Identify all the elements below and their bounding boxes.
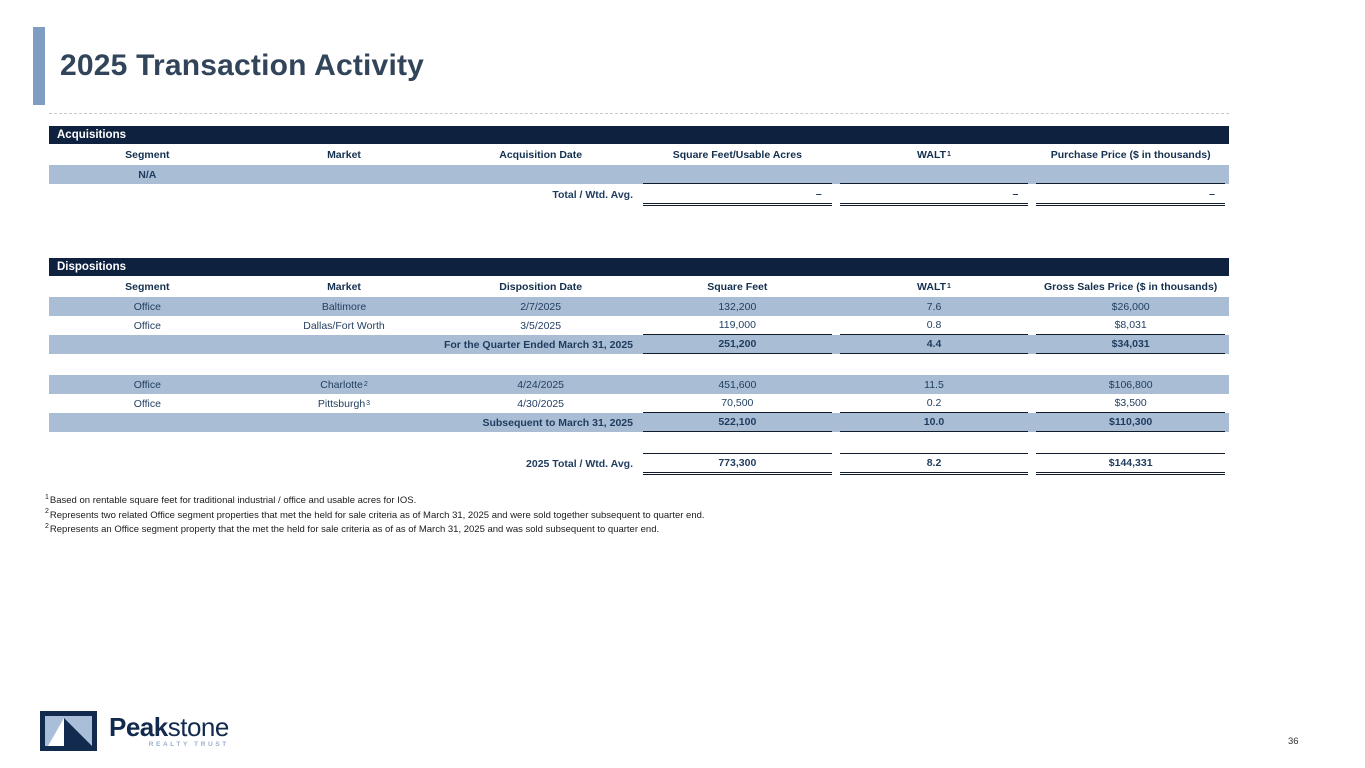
title-block — [33, 27, 424, 105]
disposition-row-charlotte — [49, 375, 1229, 394]
title-accent-bar — [33, 27, 45, 105]
cell-sqft: 132,200 — [718, 300, 757, 313]
acquisitions-header-row — [49, 144, 1229, 165]
title-divider — [49, 113, 1229, 114]
column-header-square-feet: Square Feet/Usable Acres — [672, 148, 802, 161]
subtotal-label: Subsequent to March 31, 2025 — [482, 416, 633, 429]
acquisitions-total-row — [49, 184, 1229, 206]
row-spacer — [49, 354, 1229, 375]
walt-label: WALT — [917, 148, 947, 161]
footnote-1 — [44, 494, 705, 509]
cell-sqft: 451,600 — [718, 378, 757, 391]
footnote-marker: 1 — [45, 493, 49, 501]
column-header-segment: Segment — [125, 280, 170, 293]
footnote-2 — [44, 509, 705, 524]
page-number: 36 — [1288, 736, 1299, 747]
footnote-3 — [44, 523, 705, 538]
footnote-marker: 2 — [45, 522, 49, 530]
cell-date: 2/7/2025 — [520, 300, 562, 313]
logo-wordmark — [109, 714, 229, 740]
cell-price: $26,000 — [1111, 300, 1150, 313]
logo-text — [109, 711, 229, 748]
total-price: – — [1036, 184, 1225, 206]
subtotal-price: $110,300 — [1036, 413, 1225, 432]
disposition-row-dallas — [49, 316, 1229, 335]
total-row-label: Total / Wtd. Avg. — [552, 189, 633, 201]
total-walt: – — [840, 184, 1029, 206]
page-title: 2025 Transaction Activity — [60, 49, 425, 82]
cell-price: $106,800 — [1108, 378, 1153, 391]
peakstone-logo-mark-icon — [40, 711, 97, 751]
dispositions-header-row — [49, 276, 1229, 297]
acquisitions-table — [49, 126, 1229, 206]
cell-segment: Office — [133, 397, 161, 410]
column-header-walt: WALT 1 — [917, 148, 951, 161]
cell-walt — [840, 165, 1029, 184]
cell-price: $8,031 — [1036, 316, 1225, 335]
disposition-row-pittsburgh — [49, 394, 1229, 413]
cell-market: Baltimore — [321, 300, 367, 313]
footnote-text: Represents an Office segment property that the met the held for sale criteria as of as of March 31, 2025 and was sold subsequent to quarter end. — [49, 524, 660, 535]
subtotal-label: For the Quarter Ended March 31, 2025 — [443, 338, 633, 351]
total-price: $144,331 — [1036, 453, 1225, 475]
column-header-disposition-date: Disposition Date — [499, 280, 583, 293]
dispositions-section-header: Dispositions — [49, 258, 1229, 276]
cell-segment: Office — [133, 319, 161, 332]
footnote-text: Represents two related Office segment properties that met the held for sale criteria as of March 31, 2025 and were sold together subsequent to quarter end. — [49, 509, 705, 521]
footnote-text: Based on rentable square feet for traditional industrial / office and usable acres for IOS. — [49, 495, 417, 506]
cell-date: 3/5/2025 — [520, 319, 562, 332]
cell-walt: 0.8 — [840, 316, 1029, 335]
cell-market: Pittsburgh 3 — [317, 397, 371, 410]
row-spacer — [49, 432, 1229, 453]
cell-walt: 7.6 — [926, 300, 942, 313]
total-walt: 8.2 — [840, 453, 1029, 475]
q1-subtotal-row — [49, 335, 1229, 354]
cell-walt: 0.2 — [840, 394, 1029, 413]
column-header-purchase-price: Purchase Price ($ in thousands) — [1050, 148, 1211, 161]
cell-segment: Office — [133, 300, 161, 313]
cell-sqft: 119,000 — [643, 316, 832, 335]
logo-wordmark-light: stone — [167, 712, 229, 742]
acquisitions-na-row — [49, 165, 1229, 184]
cell-market: Dallas/Fort Worth — [303, 319, 385, 332]
total-sqft: 773,300 — [643, 453, 832, 475]
walt-label: WALT — [917, 280, 947, 293]
cell-date — [446, 165, 635, 184]
cell-date: 4/30/2025 — [517, 397, 565, 410]
column-header-segment: Segment — [125, 148, 170, 161]
market-name: Charlotte — [320, 378, 363, 391]
column-header-acquisition-date: Acquisition Date — [499, 148, 583, 161]
cell-segment: N/A — [138, 168, 157, 181]
total-sqft: – — [643, 184, 832, 206]
logo-wordmark-bold: Peak — [109, 712, 168, 742]
column-header-market: Market — [327, 148, 361, 161]
footnotes — [44, 494, 705, 538]
cell-market: Charlotte 2 — [320, 378, 368, 391]
peakstone-logo — [40, 711, 229, 751]
cell-date: 4/24/2025 — [517, 378, 565, 391]
cell-sqft — [643, 165, 832, 184]
acquisitions-section-header: Acquisitions — [49, 126, 1229, 144]
column-header-walt: WALT 1 — [917, 280, 951, 293]
subtotal-walt: 10.0 — [840, 413, 1029, 432]
cell-sqft: 70,500 — [643, 394, 832, 413]
column-header-gross-sales-price: Gross Sales Price ($ in thousands) — [1044, 280, 1218, 293]
subtotal-price: $34,031 — [1036, 335, 1225, 354]
subtotal-sqft: 251,200 — [643, 335, 832, 354]
cell-market — [250, 165, 439, 184]
logo-tagline: REALTY TRUST — [148, 741, 229, 748]
total-row-label: 2025 Total / Wtd. Avg. — [526, 458, 633, 470]
subtotal-sqft: 522,100 — [643, 413, 832, 432]
dispositions-total-row — [49, 453, 1229, 475]
cell-price — [1036, 165, 1225, 184]
column-header-square-feet: Square Feet — [707, 280, 768, 293]
subtotal-walt: 4.4 — [840, 335, 1029, 354]
disposition-row-baltimore — [49, 297, 1229, 316]
cell-price: $3,500 — [1036, 394, 1225, 413]
cell-segment: Office — [133, 378, 161, 391]
footnote-marker: 2 — [45, 508, 49, 516]
market-name: Pittsburgh — [317, 397, 366, 410]
cell-walt: 11.5 — [924, 378, 944, 391]
dispositions-table — [49, 258, 1229, 475]
column-header-market: Market — [327, 280, 361, 293]
subsequent-subtotal-row — [49, 413, 1229, 432]
